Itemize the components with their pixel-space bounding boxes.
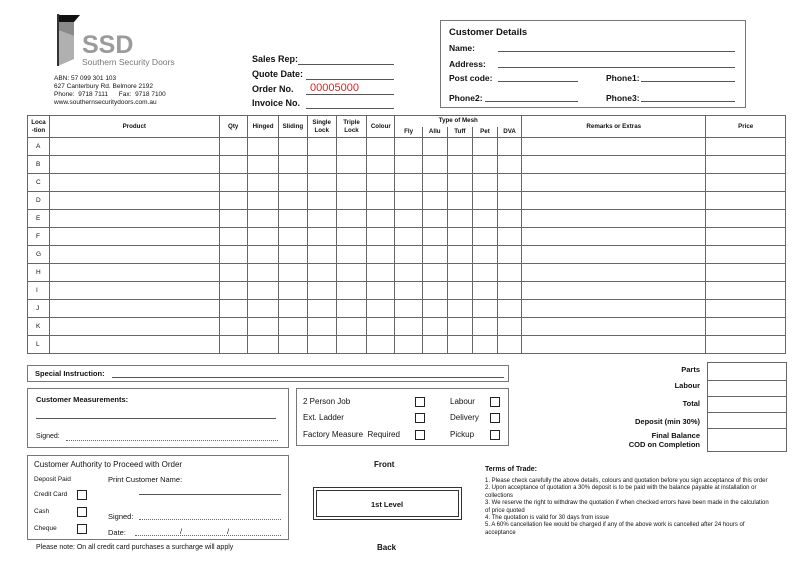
print-name-label: Print Customer Name: <box>108 475 183 484</box>
company-website: www.southernsecuritydoors.com.au <box>54 99 157 106</box>
table-cell[interactable] <box>247 138 278 156</box>
table-cell[interactable] <box>247 300 278 318</box>
header-qty: Qty <box>219 116 247 138</box>
table-cell[interactable] <box>336 228 366 246</box>
table-cell[interactable] <box>522 264 706 282</box>
table-cell[interactable] <box>395 156 422 174</box>
row-location-label: K <box>28 318 50 336</box>
table-cell[interactable] <box>279 228 307 246</box>
table-cell[interactable] <box>219 264 247 282</box>
table-row <box>28 336 786 354</box>
table-cell[interactable] <box>49 156 219 174</box>
phone3-label: Phone3: <box>606 93 640 103</box>
table-row <box>28 318 786 336</box>
address-label: Address: <box>449 59 486 69</box>
phone1-label: Phone1: <box>606 73 640 83</box>
table-cell[interactable] <box>706 336 786 354</box>
table-cell[interactable] <box>247 174 278 192</box>
table-cell[interactable] <box>336 156 366 174</box>
name-label: Name: <box>449 43 475 53</box>
surcharge-note: Please note: On all credit card purchases a surcharge will apply <box>36 544 234 551</box>
table-cell[interactable] <box>395 300 422 318</box>
row-location-label: G <box>28 246 50 264</box>
table-cell[interactable] <box>367 138 395 156</box>
table-cell[interactable] <box>307 264 336 282</box>
table-row <box>28 246 786 264</box>
table-cell[interactable] <box>247 318 278 336</box>
table-cell[interactable] <box>472 318 497 336</box>
table-cell[interactable] <box>367 156 395 174</box>
table-cell[interactable] <box>336 138 366 156</box>
table-cell[interactable] <box>472 300 497 318</box>
deposit-label: Deposit (min 30%) <box>634 417 700 426</box>
table-cell[interactable] <box>498 210 522 228</box>
table-cell[interactable] <box>498 192 522 210</box>
table-cell[interactable] <box>279 264 307 282</box>
table-cell[interactable] <box>367 300 395 318</box>
factory-measure-label: Factory Measure Required <box>303 430 400 439</box>
row-location-label: F <box>28 228 50 246</box>
table-cell[interactable] <box>49 210 219 228</box>
table-cell[interactable] <box>395 246 422 264</box>
labour-total-label: Labour <box>674 381 700 390</box>
date-label: Date: <box>108 528 126 537</box>
row-location-label: A <box>28 138 50 156</box>
table-cell[interactable] <box>307 246 336 264</box>
table-cell[interactable] <box>706 228 786 246</box>
table-cell[interactable] <box>336 264 366 282</box>
table-cell[interactable] <box>498 264 522 282</box>
table-cell[interactable] <box>447 246 472 264</box>
table-cell[interactable] <box>447 192 472 210</box>
table-cell[interactable] <box>498 228 522 246</box>
special-instruction-field[interactable] <box>112 377 504 378</box>
two-person-job-checkbox[interactable] <box>415 397 425 407</box>
table-cell[interactable] <box>522 246 706 264</box>
table-cell[interactable] <box>447 264 472 282</box>
table-cell[interactable] <box>219 282 247 300</box>
table-cell[interactable] <box>447 228 472 246</box>
table-cell[interactable] <box>49 192 219 210</box>
table-cell[interactable] <box>522 228 706 246</box>
term-4: 4. The quotation is valid for 30 days from issue <box>485 515 609 522</box>
table-cell[interactable] <box>279 174 307 192</box>
table-cell[interactable] <box>706 210 786 228</box>
date-slash-2: / <box>227 527 230 536</box>
quote-date-field[interactable] <box>306 79 394 80</box>
row-location-label: L <box>28 336 50 354</box>
table-cell[interactable] <box>472 192 497 210</box>
table-cell[interactable] <box>307 210 336 228</box>
order-no-value: 00005000 <box>310 82 359 94</box>
table-cell[interactable] <box>706 174 786 192</box>
table-cell[interactable] <box>49 300 219 318</box>
table-cell[interactable] <box>279 282 307 300</box>
table-cell[interactable] <box>498 138 522 156</box>
table-cell[interactable] <box>447 138 472 156</box>
table-cell[interactable] <box>219 156 247 174</box>
table-cell[interactable] <box>395 264 422 282</box>
table-cell[interactable] <box>472 282 497 300</box>
table-cell[interactable] <box>395 210 422 228</box>
table-cell[interactable] <box>49 264 219 282</box>
table-cell[interactable] <box>472 174 497 192</box>
table-cell[interactable] <box>447 210 472 228</box>
table-cell[interactable] <box>49 282 219 300</box>
table-cell[interactable] <box>395 282 422 300</box>
table-cell[interactable] <box>447 336 472 354</box>
table-cell[interactable] <box>447 156 472 174</box>
table-cell[interactable] <box>219 336 247 354</box>
phone2-field[interactable] <box>485 101 578 102</box>
post-code-label: Post code: <box>449 73 493 83</box>
deposit-paid-label: Deposit Paid <box>34 476 71 483</box>
sales-rep-label: Sales Rep: <box>252 54 299 64</box>
table-cell[interactable] <box>706 138 786 156</box>
table-cell[interactable] <box>522 318 706 336</box>
row-location-label: H <box>28 264 50 282</box>
table-cell[interactable] <box>247 336 278 354</box>
labour-label: Labour <box>450 397 475 406</box>
table-cell[interactable] <box>307 282 336 300</box>
labour-checkbox[interactable] <box>490 397 500 407</box>
table-cell[interactable] <box>472 228 497 246</box>
cod-label: COD on Completion <box>628 440 700 449</box>
table-cell[interactable] <box>279 300 307 318</box>
table-cell[interactable] <box>422 300 447 318</box>
table-cell[interactable] <box>498 318 522 336</box>
name-field[interactable] <box>498 51 735 52</box>
table-cell[interactable] <box>336 192 366 210</box>
table-cell[interactable] <box>522 156 706 174</box>
order-no-field <box>306 94 394 95</box>
table-cell[interactable] <box>336 282 366 300</box>
table-cell[interactable] <box>49 318 219 336</box>
table-row <box>28 138 786 156</box>
table-cell[interactable] <box>279 138 307 156</box>
back-label: Back <box>377 543 397 552</box>
header-location: Loca -tion <box>28 116 50 138</box>
table-cell[interactable] <box>395 192 422 210</box>
table-cell[interactable] <box>422 156 447 174</box>
table-row <box>28 174 786 192</box>
company-name: Southern Security Doors <box>82 57 175 67</box>
table-cell[interactable] <box>367 336 395 354</box>
table-cell[interactable] <box>498 156 522 174</box>
header-colour: Colour <box>367 116 395 138</box>
order-no-label: Order No. <box>252 84 294 94</box>
term-5: 5. A 60% cancellation fee would be charged if any of the above work is cancelled after 24 hours of acceptance <box>485 522 745 536</box>
table-row <box>28 264 786 282</box>
table-row <box>28 300 786 318</box>
row-location-label: I <box>28 282 50 300</box>
table-cell[interactable] <box>219 246 247 264</box>
phone2-label: Phone2: <box>449 93 483 103</box>
company-logo <box>52 12 182 67</box>
table-cell[interactable] <box>49 246 219 264</box>
header-mesh-allu: Allu <box>422 127 447 138</box>
table-cell[interactable] <box>498 246 522 264</box>
header-mesh-fly: Fly <box>395 127 422 138</box>
date-slash-1: / <box>180 527 183 536</box>
table-cell[interactable] <box>336 318 366 336</box>
table-cell[interactable] <box>522 336 706 354</box>
customer-details-title: Customer Details <box>449 27 528 38</box>
header-price: Price <box>706 116 786 138</box>
table-cell[interactable] <box>247 210 278 228</box>
credit-card-label: Credit Card <box>34 491 68 498</box>
table-cell[interactable] <box>367 192 395 210</box>
table-cell[interactable] <box>279 336 307 354</box>
measurements-title: Customer Measurements: <box>36 395 129 404</box>
credit-card-checkbox[interactable] <box>77 490 87 500</box>
table-cell[interactable] <box>336 336 366 354</box>
authority-signed-label: Signed: <box>108 512 134 521</box>
table-cell[interactable] <box>367 282 395 300</box>
measurements-signed-label: Signed: <box>36 433 60 440</box>
term-1: 1. Please check carefully the above details, colours and quotation before you sign acceptance of this order <box>485 478 768 484</box>
delivery-label: Delivery <box>450 413 479 422</box>
table-cell[interactable] <box>367 174 395 192</box>
header-triple-lock: Triple Lock <box>336 116 366 138</box>
table-cell[interactable] <box>422 336 447 354</box>
table-cell[interactable] <box>395 138 422 156</box>
delivery-checkbox[interactable] <box>490 413 500 423</box>
terms-list <box>485 478 775 537</box>
table-row <box>28 156 786 174</box>
table-cell[interactable] <box>367 246 395 264</box>
front-label: Front <box>374 460 395 469</box>
order-table <box>27 115 786 354</box>
special-instruction-label: Special Instruction: <box>35 369 105 378</box>
table-cell[interactable] <box>522 300 706 318</box>
table-cell[interactable] <box>49 228 219 246</box>
table-cell[interactable] <box>219 174 247 192</box>
post-code-field[interactable] <box>498 81 578 82</box>
header-single-lock: Single Lock <box>307 116 336 138</box>
table-cell[interactable] <box>498 282 522 300</box>
final-balance-label: Final Balance <box>651 431 700 440</box>
table-cell[interactable] <box>395 228 422 246</box>
table-cell[interactable] <box>219 138 247 156</box>
table-cell[interactable] <box>219 318 247 336</box>
table-cell[interactable] <box>706 192 786 210</box>
table-row <box>28 282 786 300</box>
pickup-label: Pickup <box>450 430 475 439</box>
table-row <box>28 192 786 210</box>
table-cell[interactable] <box>472 336 497 354</box>
table-cell[interactable] <box>279 318 307 336</box>
table-cell[interactable] <box>706 264 786 282</box>
table-cell[interactable] <box>522 174 706 192</box>
table-cell[interactable] <box>395 174 422 192</box>
first-level-label: 1st Level <box>371 500 404 509</box>
table-cell[interactable] <box>422 246 447 264</box>
print-name-field[interactable] <box>139 494 281 495</box>
header-mesh-tuff: Tuff <box>447 127 472 138</box>
table-cell[interactable] <box>247 156 278 174</box>
header-mesh-dva: DVA <box>498 127 522 138</box>
table-cell[interactable] <box>706 282 786 300</box>
table-cell[interactable] <box>422 174 447 192</box>
sales-rep-field[interactable] <box>298 64 394 65</box>
table-cell[interactable] <box>422 228 447 246</box>
table-cell[interactable] <box>472 138 497 156</box>
table-cell[interactable] <box>447 318 472 336</box>
table-cell[interactable] <box>336 246 366 264</box>
table-cell[interactable] <box>522 138 706 156</box>
term-3: 3. We reserve the right to withdraw the quotation if when checked errors have been made in the calculation of price quoted <box>485 500 769 514</box>
cheque-label: Cheque <box>34 525 57 532</box>
table-cell[interactable] <box>336 210 366 228</box>
table-cell[interactable] <box>447 174 472 192</box>
address-field[interactable] <box>498 67 735 68</box>
table-cell[interactable] <box>219 228 247 246</box>
header-product: Product <box>49 116 219 138</box>
table-cell[interactable] <box>498 174 522 192</box>
table-cell[interactable] <box>279 246 307 264</box>
cash-label: Cash <box>34 508 50 515</box>
two-person-job-label: 2 Person Job <box>303 397 351 406</box>
factory-measure-checkbox[interactable] <box>415 430 425 440</box>
table-cell[interactable] <box>247 282 278 300</box>
date-field[interactable] <box>135 535 281 536</box>
term-2: 2. Upon acceptance of quotation a 30% deposit is to be paid with the balance payable at installation or collections <box>485 485 757 499</box>
table-cell[interactable] <box>367 318 395 336</box>
table-cell[interactable] <box>307 228 336 246</box>
invoice-no-field[interactable] <box>306 108 394 109</box>
table-cell[interactable] <box>279 156 307 174</box>
header-remarks: Remarks or Extras <box>522 116 706 138</box>
table-cell[interactable] <box>307 300 336 318</box>
phone1-field[interactable] <box>641 81 735 82</box>
table-cell[interactable] <box>395 318 422 336</box>
table-cell[interactable] <box>422 210 447 228</box>
table-cell[interactable] <box>498 336 522 354</box>
table-cell[interactable] <box>247 228 278 246</box>
table-cell[interactable] <box>498 300 522 318</box>
header-type-of-mesh: Type of Mesh <box>395 116 522 127</box>
ext-ladder-checkbox[interactable] <box>415 413 425 423</box>
table-cell[interactable] <box>472 246 497 264</box>
row-location-label: J <box>28 300 50 318</box>
table-cell[interactable] <box>367 210 395 228</box>
table-cell[interactable] <box>422 282 447 300</box>
table-cell[interactable] <box>472 210 497 228</box>
logo-text: SSD <box>82 31 134 59</box>
terms-title: Terms of Trade: <box>485 466 537 473</box>
table-cell[interactable] <box>336 174 366 192</box>
parts-label: Parts <box>681 365 700 374</box>
company-phone: Phone: 9718 7111 Fax: 9718 7100 <box>54 91 166 98</box>
table-cell[interactable] <box>472 156 497 174</box>
table-cell[interactable] <box>367 228 395 246</box>
table-cell[interactable] <box>219 300 247 318</box>
totals-grid <box>707 362 787 452</box>
table-cell[interactable] <box>307 318 336 336</box>
table-row <box>28 228 786 246</box>
authority-title: Customer Authority to Proceed with Order <box>34 460 183 469</box>
table-cell[interactable] <box>395 336 422 354</box>
table-cell[interactable] <box>422 318 447 336</box>
table-cell[interactable] <box>422 138 447 156</box>
table-row <box>28 210 786 228</box>
table-cell[interactable] <box>472 264 497 282</box>
measurements-field[interactable] <box>36 418 276 419</box>
header-mesh-pet: Pet <box>472 127 497 138</box>
table-cell[interactable] <box>706 246 786 264</box>
invoice-no-label: Invoice No. <box>252 98 301 108</box>
row-location-label: E <box>28 210 50 228</box>
quote-date-label: Quote Date: <box>252 69 304 79</box>
row-location-label: B <box>28 156 50 174</box>
table-cell[interactable] <box>49 174 219 192</box>
table-cell[interactable] <box>307 336 336 354</box>
table-cell[interactable] <box>279 210 307 228</box>
table-cell[interactable] <box>49 336 219 354</box>
header-sliding: Sliding <box>279 116 307 138</box>
pickup-checkbox[interactable] <box>490 430 500 440</box>
table-cell[interactable] <box>219 192 247 210</box>
table-cell[interactable] <box>422 192 447 210</box>
company-address: 627 Canterbury Rd. Belmore 2192 <box>54 83 154 90</box>
table-cell[interactable] <box>279 192 307 210</box>
table-cell[interactable] <box>706 300 786 318</box>
table-cell[interactable] <box>219 210 247 228</box>
table-cell[interactable] <box>247 246 278 264</box>
table-cell[interactable] <box>336 300 366 318</box>
cheque-checkbox[interactable] <box>77 524 87 534</box>
table-cell[interactable] <box>522 192 706 210</box>
table-cell[interactable] <box>247 192 278 210</box>
ext-ladder-label: Ext. Ladder <box>303 413 344 422</box>
table-cell[interactable] <box>447 282 472 300</box>
measurements-signed-field[interactable] <box>66 440 278 441</box>
table-cell[interactable] <box>522 210 706 228</box>
table-cell[interactable] <box>247 264 278 282</box>
table-cell[interactable] <box>706 156 786 174</box>
phone3-field[interactable] <box>641 101 735 102</box>
table-cell[interactable] <box>706 318 786 336</box>
abn: ABN: 57 099 301 103 <box>54 75 117 82</box>
row-location-label: D <box>28 192 50 210</box>
header-hinged: Hinged <box>247 116 278 138</box>
table-cell[interactable] <box>307 138 336 156</box>
authority-signed-field[interactable] <box>139 519 281 520</box>
total-label: Total <box>682 399 700 408</box>
row-location-label: C <box>28 174 50 192</box>
table-cell[interactable] <box>447 300 472 318</box>
cash-checkbox[interactable] <box>77 507 87 517</box>
table-cell[interactable] <box>307 156 336 174</box>
table-cell[interactable] <box>307 192 336 210</box>
table-cell[interactable] <box>367 264 395 282</box>
table-cell[interactable] <box>422 264 447 282</box>
table-cell[interactable] <box>522 282 706 300</box>
table-cell[interactable] <box>307 174 336 192</box>
table-cell[interactable] <box>49 138 219 156</box>
